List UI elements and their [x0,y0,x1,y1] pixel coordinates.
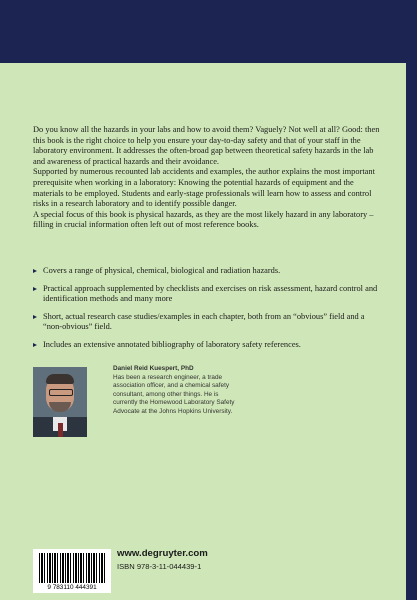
intro-paragraph-3: A special focus of this book is physical hazards, as they are the most likely hazard in any laboratory – filling in crucial information often left out of most reference books. [33,209,374,230]
navy-background-right [406,63,417,600]
feature-text: Includes an extensive annotated bibliography of laboratory safety references. [43,339,301,349]
author-photo [33,367,87,437]
isbn-barcode [33,549,111,593]
bullet-triangle-icon [33,315,37,319]
author-name: Daniel Reid Kuespert, PhD [113,365,194,372]
back-cover [0,63,406,600]
feature-text: Short, actual research case studies/examples in each chapter, both from an “obvious” field and a “non-obvious” field. [43,311,365,332]
isbn-text: ISBN 978-3-11-044439-1 [117,562,202,571]
barcode-bars [39,553,105,583]
feature-item [33,312,385,333]
intro-paragraph-2: Supported by numerous recounted lab accidents and examples, the author explains the most important prerequisite when working in a laboratory: Knowing the potential hazards of equipment and the materials to be employed. Students and early-stage professionals will learn how to assess and control risks in a research laboratory and to identify possible danger. [33,167,375,209]
bullet-triangle-icon [33,287,37,291]
feature-item [33,284,385,305]
bullet-triangle-icon [33,269,37,273]
feature-text: Covers a range of physical, chemical, biological and radiation hazards. [43,266,281,275]
intro-paragraph-1: Do you know all the hazards in your labs and how to avoid them? Vaguely? Not well at all? Good: then this book is the right choice to help you ensure your day-to-day safety and that of your staff in the laboratory environment. It addresses the often-broad gap between theoretical safety hazards in the lab and awareness of practical hazards and their avoidance. [33,125,380,166]
feature-item [33,266,385,277]
bullet-triangle-icon [33,343,37,347]
publisher-website: www.degruyter.com [117,548,208,559]
barcode-number: 9 783110 444391 [47,584,97,591]
feature-list [33,266,385,358]
feature-item [33,340,385,351]
intro-text [33,125,383,231]
feature-text: Practical approach supplemented by checklists and exercises on risk assessment, hazard control and identification methods and many more [43,283,378,304]
author-bio [113,365,243,417]
author-description: Has been a research engineer, a trade association officer, and a chemical safety consultant, among other things. He is currently the Homewood Laboratory Safety Advocate at the Johns Hopkins University. [113,373,235,415]
navy-background-top [0,0,417,63]
